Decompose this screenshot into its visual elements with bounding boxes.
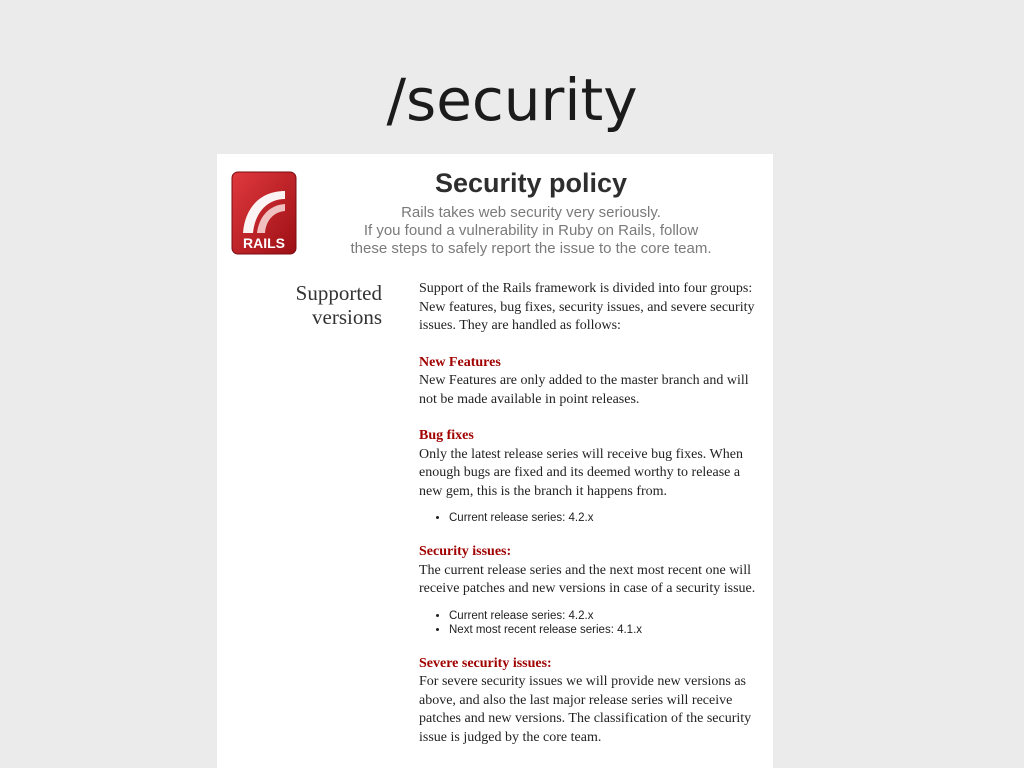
list-item: • Current release series: 4.2.x: [449, 609, 764, 623]
section-heading: Severe security issues:: [419, 655, 552, 671]
intro-line: Rails takes web security very seriously.: [401, 204, 661, 221]
intro-paragraph: Support of the Rails framework is divided into four groups: New features, bug fixes, security issues, and severe security issues. They are handled as follows:: [419, 281, 755, 333]
section-heading: Security issues:: [419, 544, 512, 559]
policy-content: [419, 280, 764, 747]
section-heading: Bug fixes: [419, 428, 474, 443]
rails-logo: [231, 171, 297, 255]
section-heading: New Features: [419, 354, 501, 370]
section-body: For severe security issues we will provide new versions as above, and also the last major release series will receive patches and new versions. The classification of the security issue is judged by the core team.: [419, 674, 752, 745]
bullet-list: [419, 511, 764, 525]
section-bug-fixes: [419, 427, 764, 525]
side-heading-line: Supported: [295, 281, 382, 305]
section-new-features: [419, 354, 764, 410]
list-item: • Current release series: 4.2.x: [449, 511, 764, 525]
page-title: Security policy: [434, 168, 628, 198]
slide-title: /security: [386, 66, 638, 134]
document-page: [217, 154, 773, 768]
section-security-issues: [419, 543, 764, 637]
section-body: New Features are only added to the master branch and will not be made available in point releases.: [419, 373, 749, 407]
bullet-list: [419, 609, 764, 637]
intro-line: these steps to safely report the issue to the core team.: [350, 240, 712, 257]
section-severe-security-issues: [419, 655, 764, 748]
intro-line: If you found a vulnerability in Ruby on Rails, follow: [363, 222, 699, 239]
section-body: The current release series and the next most recent one will receive patches and new versions in case of a security issue.: [419, 562, 756, 596]
side-heading: [257, 281, 382, 329]
section-body: Only the latest release series will receive bug fixes. When enough bugs are fixed and its deemed worthy to release a new gem, this is the branch it happens from.: [419, 446, 743, 499]
side-heading-line: versions: [312, 305, 382, 329]
list-item: • Next most recent release series: 4.1.x: [449, 623, 764, 637]
page-intro: [301, 204, 761, 258]
logo-text: RAILS: [243, 235, 285, 251]
